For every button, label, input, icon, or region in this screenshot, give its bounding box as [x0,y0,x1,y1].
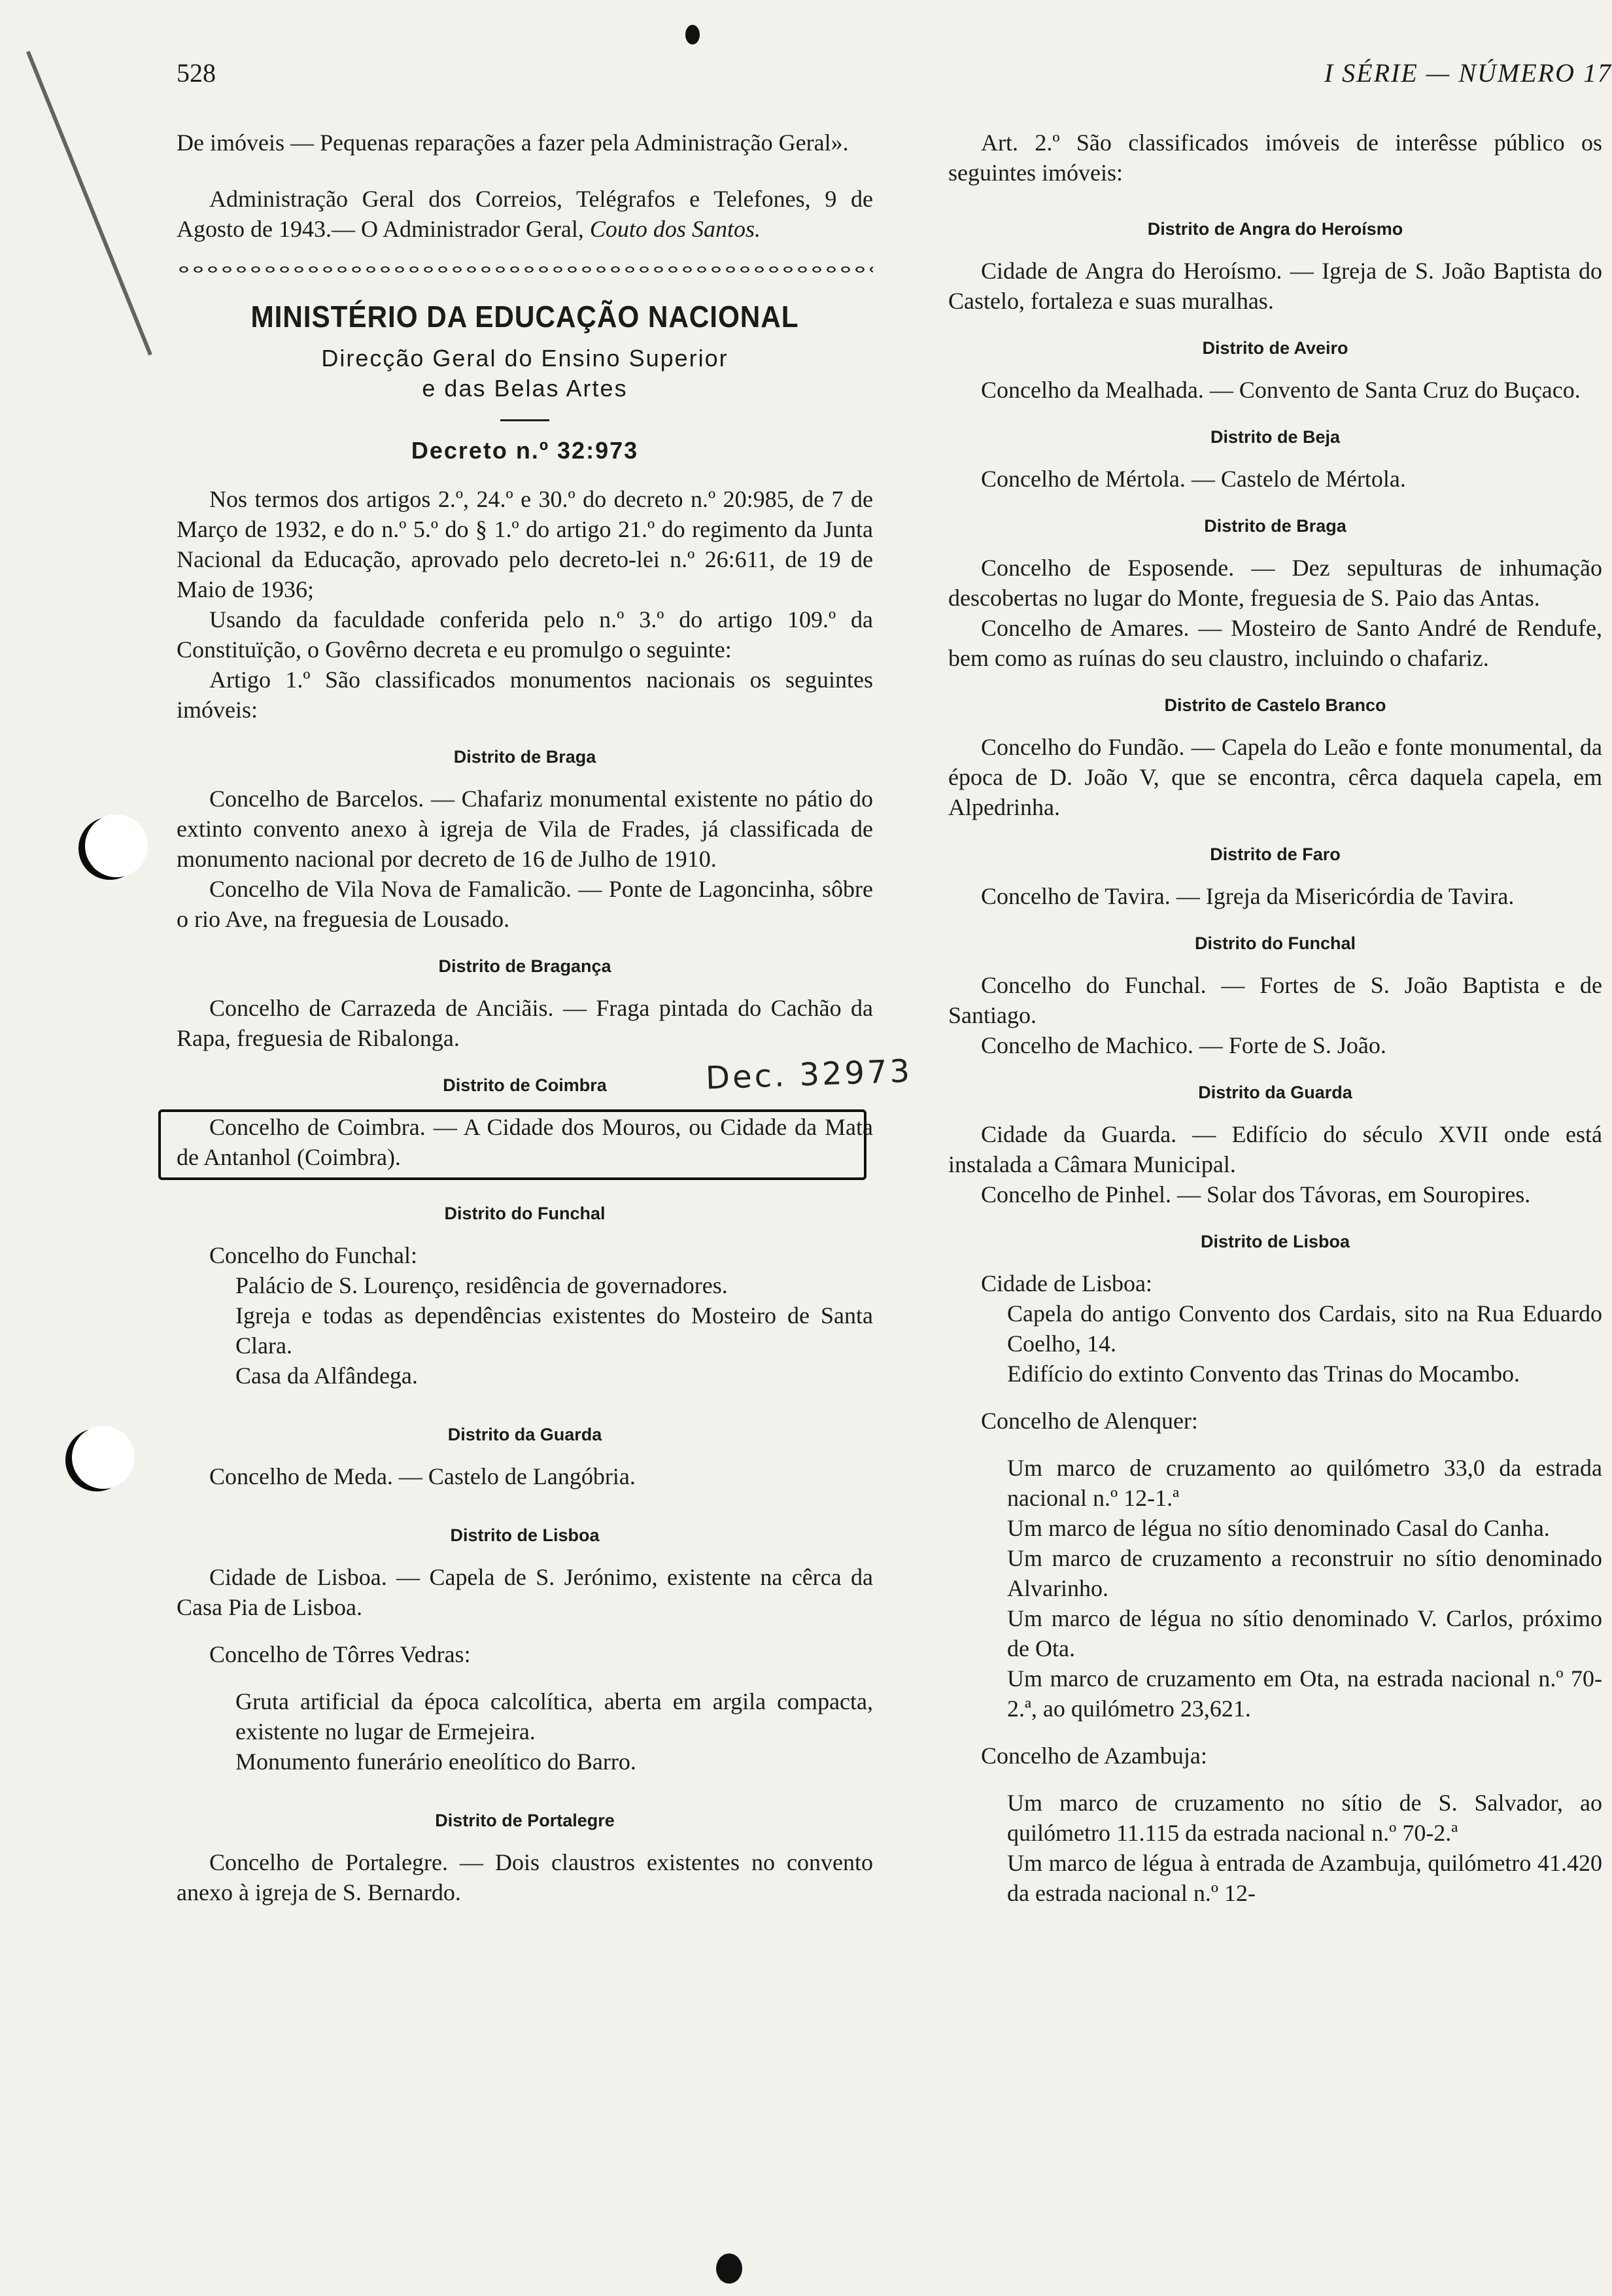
right-column [948,128,1602,1908]
punch-hole-bottom [72,1426,135,1489]
entry-text: Concelho de Vila Nova de Famalicão. — Ponte de Lagoncinha, sôbre o rio Ave, na freguesia de Lousado. [177,876,873,932]
district-heading: Distrito de Castelo Branco [1164,695,1386,715]
pen-stroke-mark [26,51,152,356]
decree-title: Decreto n.º 32:973 [411,437,639,464]
direction-line-2: e das Belas Artes [422,375,628,402]
entry-head: Concelho do Funchal: [209,1242,417,1268]
signature-name: Couto dos Santos. [589,216,761,242]
entry-text: Concelho da Mealhada. — Convento de Santa Cruz do Buçaco. [981,377,1581,403]
entry-item: Um marco de légua no sítio denominado V. Carlos, próximo de Ota. [1007,1605,1602,1661]
direction-line-1: Direcção Geral do Ensino Superior [321,345,729,372]
entry-text: Concelho de Portalegre. — Dois claustros existentes no convento anexo à igreja de S. Bernardo. [177,1849,873,1905]
entry-head: Concelho de Tôrres Vedras: [209,1641,471,1667]
left-column [177,128,913,1907]
ink-blot-bottom [716,2253,742,2284]
ministry-title: MINISTÉRIO DA EDUCAÇÃO NACIONAL [250,300,799,334]
district-heading: Distrito de Braga [1204,516,1346,536]
entry-text: Concelho de Pinhel. — Solar dos Távoras, em Souropires. [981,1181,1531,1208]
preamble-1: Nos termos dos artigos 2.º, 24.º e 30.º do decreto n.º 20:985, de 7 de Março de 1932, e do n.º 5.º do § 1.º do artigo 21.º do regimento da Junta Nacional da Educação, aprovado pelo decreto-lei n.º 26:611, de 19 de Maio de 1936; [177,486,873,602]
entry-item: Monumento funerário eneolítico do Barro. [235,1748,636,1775]
district-heading: Distrito do Funchal [1195,933,1356,953]
entry-item: Um marco de légua no sítio denominado Casal do Canha. [1007,1515,1550,1541]
article-1: Artigo 1.º São classificados monumentos nacionais os seguintes imóveis: [177,667,873,723]
page-header [177,58,1612,110]
entry-item: Capela do antigo Convento dos Cardais, sito na Rua Eduardo Coelho, 14. [1007,1300,1602,1357]
entry-item: Palácio de S. Lourenço, residência de governadores. [235,1272,728,1298]
punch-hole-top [85,814,148,877]
district-heading: Distrito de Faro [1210,844,1341,864]
district-heading: Distrito de Lisboa [450,1525,600,1545]
district-heading: Distrito de Braga [453,747,596,767]
district-heading: Distrito de Portalegre [435,1811,615,1830]
entry-text: Concelho de Coimbra. — A Cidade dos Mouros, ou Cidade da Mata de Antanhol (Coimbra). [177,1114,873,1170]
district-heading: Distrito de Angra do Heroísmo [1147,219,1403,239]
preamble-2: Usando da faculdade conferida pelo n.º 3.º do artigo 109.º da Constituïção, o Govêrno decreta e eu promulgo o seguinte: [177,606,873,663]
article-2: Art. 2.º São classificados imóveis de interêsse público os seguintes imóveis: [948,130,1602,186]
district-heading: Distrito de Coimbra [443,1075,607,1095]
section-divider [177,264,873,275]
district-heading: Distrito de Lisboa [1200,1232,1350,1251]
entry-text: Cidade de Lisboa. — Capela de S. Jerónimo, existente na cêrca da Casa Pia de Lisboa. [177,1564,873,1620]
entry-item: Gruta artificial da época calcolítica, aberta em argila compacta, existente no lugar de Ermejeira. [235,1688,873,1745]
entry-text: Concelho de Mértola. — Castelo de Mértola. [981,466,1406,492]
entry-head: Concelho de Azambuja: [981,1743,1207,1769]
series-number: I SÉRIE — NÚMERO 17 [1324,58,1612,88]
ink-blot [685,25,700,44]
entry-head: Cidade de Lisboa: [981,1270,1152,1296]
entry-item: Edifício do extinto Convento das Trinas do Mocambo. [1007,1361,1520,1387]
entry-text: Concelho de Amares. — Mosteiro de Santo André de Rendufe, bem como as ruínas do seu claustro, incluindo o chafariz. [948,615,1602,671]
signature-text: Administração Geral dos Correios, Telégrafos e Telefones, 9 de Agosto de 1943.— O Administrador Geral, [177,186,873,242]
district-heading: Distrito de Aveiro [1202,338,1348,358]
entry-text: Concelho de Machico. — Forte de S. João. [981,1032,1386,1058]
district-heading: Distrito da Guarda [447,1425,602,1444]
district-heading: Distrito do Funchal [444,1204,606,1223]
entry-item: Igreja e todas as dependências existentes do Mosteiro de Santa Clara. [235,1302,873,1359]
entry-text: Concelho de Carrazeda de Anciãis. — Fraga pintada do Cachão da Rapa, freguesia de Ribalonga. [177,995,873,1051]
entry-item: Casa da Alfândega. [235,1363,418,1389]
entry-item: Um marco de cruzamento a reconstruir no sítio denominado Alvarinho. [1007,1545,1602,1601]
entry-text: Concelho de Esposende. — Dez sepulturas de inhumação descobertas no lugar do Monte, freguesia de S. Paio das Antas. [948,555,1602,611]
entry-item: Um marco de cruzamento no sítio de S. Salvador, ao quilómetro 11.115 da estrada nacional n.º 70-2.ª [1007,1790,1602,1846]
entry-text: Concelho de Meda. — Castelo de Langóbria. [209,1463,636,1489]
district-heading: Distrito de Beja [1210,427,1341,447]
coimbra-annotated-block [177,1052,913,1172]
entry-item: Um marco de légua à entrada de Azambuja, quilómetro 41.420 da estrada nacional n.º 12- [1007,1850,1602,1906]
district-heading: Distrito de Bragança [438,956,611,976]
entry-item: Um marco de cruzamento ao quilómetro 33,0 da estrada nacional n.º 12-1.ª [1007,1455,1602,1511]
district-heading: Distrito da Guarda [1198,1083,1352,1102]
entry-head: Concelho de Alenquer: [981,1408,1198,1434]
handwritten-note: Dec. 32973 [705,1052,913,1097]
entry-text: Concelho de Barcelos. — Chafariz monumental existente no pátio do extinto convento anexo à igreja de Vila de Frades, já classificada de monumento nacional por decreto de 16 de Julho de 1910. [177,786,873,872]
page-number: 528 [177,58,216,88]
hand-drawn-box [158,1109,866,1180]
entry-text: Concelho do Funchal. — Fortes de S. João Baptista e de Santiago. [948,972,1602,1028]
entry-item: Um marco de cruzamento em Ota, na estrada nacional n.º 70-2.ª, ao quilómetro 23,621. [1007,1665,1602,1722]
signature-block [177,184,873,244]
entry-text: Cidade de Angra do Heroísmo. — Igreja de S. João Baptista do Castelo, fortaleza e suas muralhas. [948,258,1602,314]
entry-text: Concelho de Tavira. — Igreja da Misericórdia de Tavira. [981,883,1515,909]
intro-line: De imóveis — Pequenas reparações a fazer pela Administração Geral». [177,130,849,156]
short-rule [500,419,549,421]
entry-text: Cidade da Guarda. — Edifício do século XVII onde está instalada a Câmara Municipal. [948,1121,1602,1177]
entry-text: Concelho do Fundão. — Capela do Leão e fonte monumental, da época de D. João V, que se encontra, cêrca daquela capela, em Alpedrinha. [948,734,1602,820]
